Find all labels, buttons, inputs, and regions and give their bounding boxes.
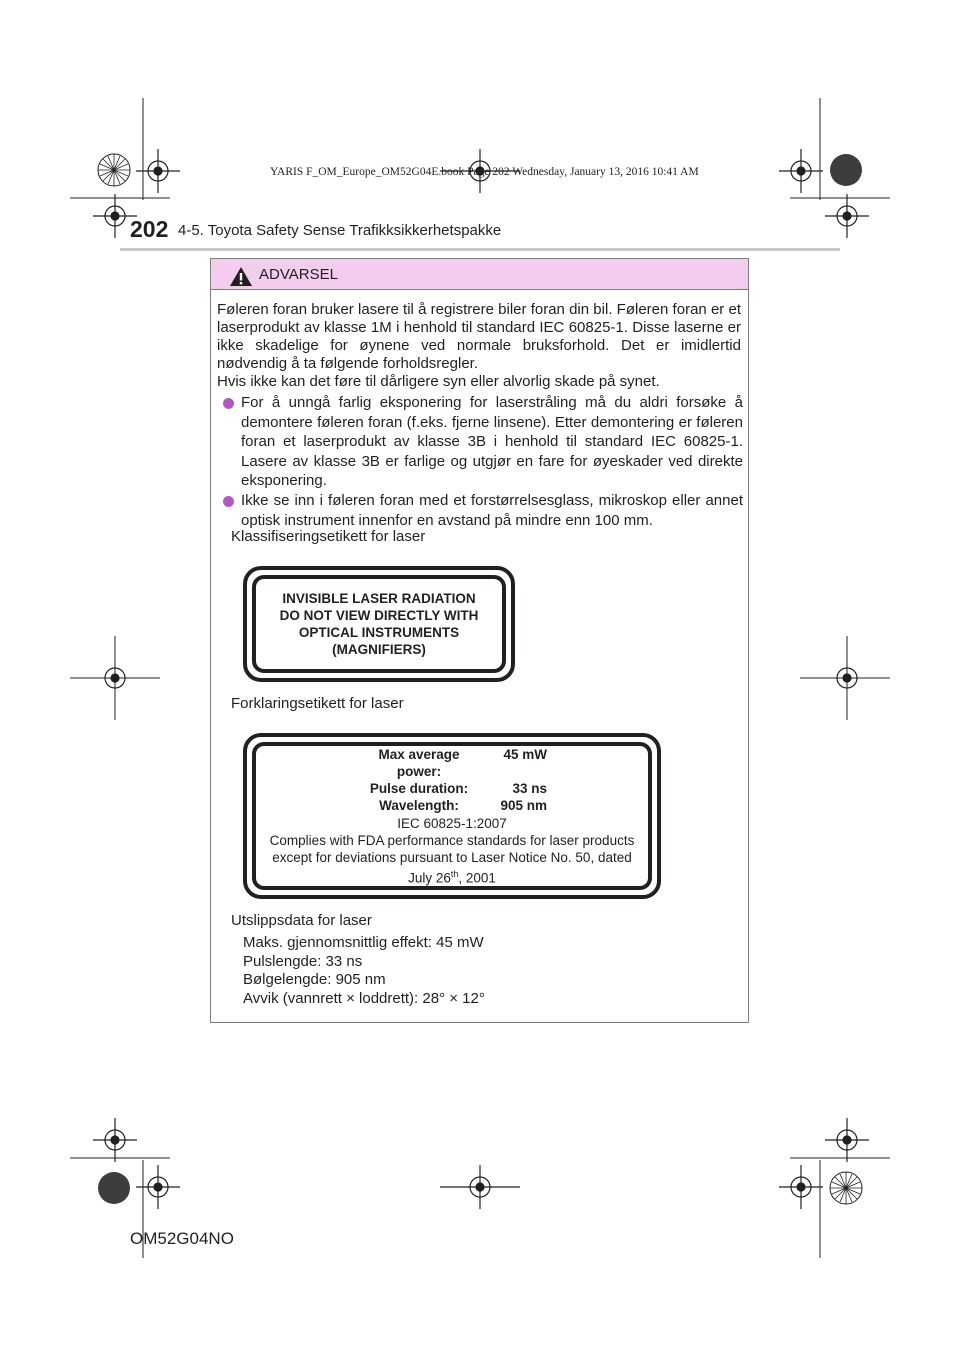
label-line: OPTICAL INSTRUMENTS xyxy=(298,625,460,640)
warning-title: ADVARSEL xyxy=(259,266,338,283)
spec-key: Wavelength: xyxy=(379,798,459,813)
emission-data xyxy=(243,934,485,1008)
label-line: (MAGNIFIERS) xyxy=(332,642,426,657)
classification-label-inner xyxy=(252,575,506,673)
warning-triangle-icon xyxy=(229,266,253,287)
warning-box xyxy=(210,258,749,1023)
intro-paragraph: Føleren foran bruker lasere til å registrere biler foran din bil. Føleren foran er et laserprodukt av klasse 1M i henhold til standard IEC 60825-1. Disse laserne er ikke skadelige for øynene ved normale bruksforhold. Det er imidlertid nødvendig å ta følgende forholdsregler. xyxy=(217,301,741,372)
header-rule xyxy=(120,248,840,251)
warning-intro xyxy=(217,301,741,391)
warning-header xyxy=(211,259,748,290)
classification-caption: Klassifiseringsetikett for laser xyxy=(231,528,426,545)
label-standard: IEC 60825-1:2007 xyxy=(397,815,507,831)
spec-key: Pulse duration: xyxy=(369,781,469,796)
bullet-dot-icon xyxy=(223,398,234,409)
page-number: 202 xyxy=(130,216,169,242)
label-date: July 26th, 2001 xyxy=(408,868,496,885)
label-line: DO NOT VIEW DIRECTLY WITH xyxy=(279,608,479,623)
emission-line: Maks. gjennomsnittlig effekt: 45 mW xyxy=(243,934,484,951)
file-stamp: YARIS F_OM_Europe_OM52G04E.book Page 202 Wednesday, January 13, 2016 10:41 AM xyxy=(270,166,699,178)
label-fda-line: Complies with FDA performance standards for laser products xyxy=(269,832,635,848)
explanation-caption: Forklaringsetikett for laser xyxy=(231,695,404,712)
spec-value: 33 ns xyxy=(512,781,547,796)
emission-line: Bølgelengde: 905 nm xyxy=(243,971,386,988)
explanation-label-inner xyxy=(252,742,652,890)
section-title: 4-5. Toyota Safety Sense Trafikksikkerhetspakke xyxy=(178,222,502,239)
emission-line: Pulslengde: 33 ns xyxy=(243,952,363,970)
emission-caption: Utslippsdata for laser xyxy=(231,912,372,929)
spec-key: Max average power: xyxy=(378,747,460,779)
bullet-text: For å unngå farlig eksponering for laserstråling må du aldri forsøke å demontere føleren foran (f.eks. fjerne linsene). Etter demontering er føleren foran et laserprodukt av klasse 3B i henhold til standard IEC 60825-1. Lasere av klasse 3B er farlige og utgjør en fare for øyeskader ved direkte eksponering. xyxy=(241,394,743,489)
laser-specs xyxy=(357,746,547,814)
intro-consequence: Hvis ikke kan det føre til dårligere syn eller alvorlig skade på synet. xyxy=(217,373,660,390)
emission-line: Avvik (vannrett × loddrett): 28° × 12° xyxy=(243,989,485,1007)
spec-value: 905 nm xyxy=(500,798,547,813)
bullet-dot-icon xyxy=(223,496,234,507)
label-fda-line: except for deviations pursuant to Laser Notice No. 50, dated xyxy=(272,849,632,865)
explanation-label xyxy=(243,733,661,899)
bullet-item xyxy=(223,393,743,491)
bullet-text: Ikke se inn i føleren foran med et forstørrelsesglass, mikroskop eller annet optisk instrument innenfor en avstand på mindre enn 100 mm. xyxy=(241,492,743,529)
document-code: OM52G04NO xyxy=(130,1229,234,1248)
bullet-item xyxy=(223,491,743,530)
label-line: INVISIBLE LASER RADIATION xyxy=(282,591,476,606)
classification-label xyxy=(243,566,515,682)
spec-value: 45 mW xyxy=(503,747,547,762)
